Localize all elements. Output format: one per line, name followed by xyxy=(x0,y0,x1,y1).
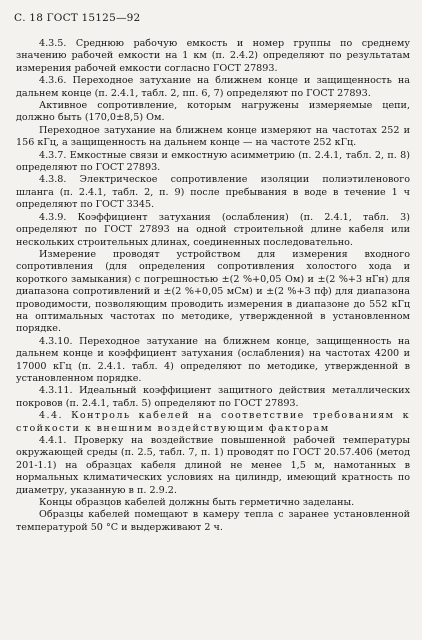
paragraph-4-4-1: 4.4.1. Проверку на воздействие повышенной рабочей температуры окружающей среды (п. 2.5, табл. 7, п. 1) проводят по ГОСТ 20.57.406 (метод 201-1.1) на образцах кабеля длиной не менее 1,5 м, намотанных в нормальных климатических условиях на цилиндр, имеющий кратность по диаметру, указанную в п. 2.9.2. xyxy=(16,435,410,496)
paragraph-crosstalk-frequencies: Переходное затухание на ближнем конце измеряют на частотах 252 и 156 кГц, а защищенность на дальнем конце — на частоте 252 кГц. xyxy=(16,124,410,149)
paragraph-4-3-11: 4.3.11. Идеальный коэффициент защитного действия металлических покровов (п. 2.4.1, табл. 5) определяют по ГОСТ 27893. xyxy=(16,385,410,409)
document-page xyxy=(10,12,412,534)
paragraph-4-3-8: 4.3.8. Электрическое сопротивление изоляции полиэтиленового шланга (п. 2.4.1, табл. 2, п. 9) после пребывания в воде в течение 1 ч определяют по ГОСТ 3345. xyxy=(16,174,410,211)
paragraph-4-3-6: 4.3.6. Переходное затухание на ближнем конце и защищенность на дальнем конце (п. 2.4.1, табл. 2, пп. 6, 7) определяют по ГОСТ 27893. xyxy=(16,75,410,99)
paragraph-sealed-ends: Концы образцов кабелей должны быть герметично заделаны. xyxy=(39,497,355,509)
paragraph-4-3-5: 4.3.5. Среднюю рабочую емкость и номер группы по среднему значению рабочей емкости на 1 км (п. 2.4.2) определяют по результатам измерения рабочей емкости согласно ГОСТ 27893. xyxy=(16,38,410,74)
paragraph-4-3-7: 4.3.7. Емкостные связи и емкостную асимметрию (п. 2.4.1, табл. 2, п. 8) определяют по ГОСТ 27893. xyxy=(16,149,410,174)
section-heading-4-4: 4.4. Контроль кабелей на соответствие требованиям к стойкости к внешним воздействующим факторам xyxy=(16,410,410,434)
paragraph-measurement: Измерение проводят устройством для измерения входного сопротивления (для определения сопротивления холостого хода и короткого замыкания) с погрешностью ±(2 %+0,05 Ом) и ±(2 %+3 нГн) для диапазона сопротивлений и ±(2 %+0,05 мСм) и ±(2 %+3 пф) для диапазона проводимости, позволяющим проводить измерения в диапазоне до 552 кГц на оптимальных частотах по методике, утвержденной в установленном порядке. xyxy=(16,248,410,335)
paragraph-resistance: Активное сопротивление, которым нагружены измеряемые цепи, должно быть (170,0±8,5) Ом. xyxy=(16,100,410,124)
paragraph-heat-chamber: Образцы кабелей помещают в камеру тепла с заранее установленной температурой 50 °С и выдерживают 2 ч. xyxy=(16,509,410,533)
paragraph-4-3-10: 4.3.10. Переходное затухание на ближнем конце, защищенность на дальнем конце и коэффициент затухания (ослабления) на частотах 4200 и 17000 кГц (п. 2.4.1. табл. 4) определяют по методике, утвержденной в установленном порядке. xyxy=(16,335,410,384)
page-header: С. 18 ГОСТ 15125—92 xyxy=(14,12,141,24)
paragraph-4-3-9: 4.3.9. Коэффициент затухания (ослабления) (п. 2.4.1, табл. 3) определяют по ГОСТ 27893 на одной строительной длине кабеля или нескольких строительных длинах, соединенных последовательно. xyxy=(16,211,410,248)
